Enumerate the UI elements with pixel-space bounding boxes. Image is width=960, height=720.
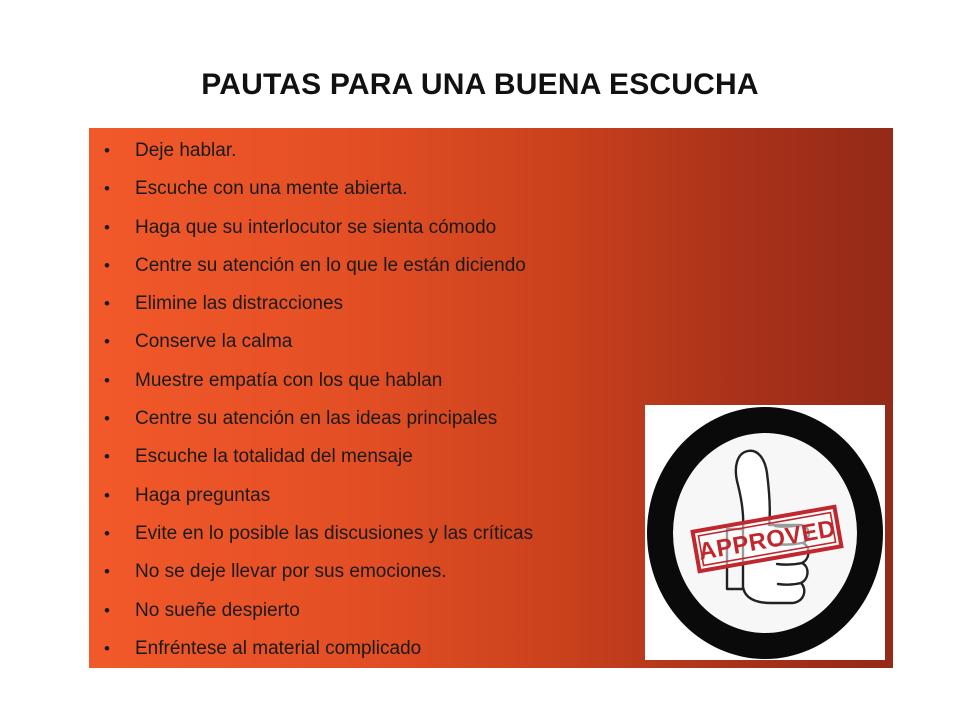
bullet: • xyxy=(104,409,110,429)
list-item xyxy=(104,522,533,560)
list-item xyxy=(104,637,533,675)
bullet: • xyxy=(104,523,110,543)
list-item-text: Evite en lo posible las discusiones y las críticas xyxy=(135,522,534,544)
list-item xyxy=(104,330,533,368)
bullet: • xyxy=(104,255,110,275)
list-item xyxy=(104,445,533,483)
list-item-text: Escuche con una mente abierta. xyxy=(135,178,408,200)
list-item xyxy=(104,177,533,215)
list-item xyxy=(104,599,533,637)
thumbs-up-approved-icon xyxy=(645,405,885,660)
list-item-text: Deje hablar. xyxy=(135,140,237,161)
bullet: • xyxy=(104,179,110,199)
bullet: • xyxy=(104,217,110,237)
list-item xyxy=(104,254,533,292)
bullet: • xyxy=(104,141,110,160)
bullet: • xyxy=(104,485,110,505)
list-item-text: Centre su atención en las ideas principales xyxy=(135,408,498,430)
list-item-text: Conserve la calma xyxy=(135,331,293,353)
list-item-text: Muestre empatía con los que hablan xyxy=(135,369,443,391)
bullet: • xyxy=(104,370,110,390)
list-item-text: Centre su atención en lo que le están diciendo xyxy=(135,254,526,276)
list-item xyxy=(104,560,533,598)
list-item xyxy=(104,369,533,407)
list-item xyxy=(104,139,533,177)
list-item xyxy=(104,292,533,330)
bullet: • xyxy=(104,447,110,467)
bullet: • xyxy=(104,638,110,658)
list-item xyxy=(104,407,533,445)
list-item-text: No sueñe despierto xyxy=(135,599,300,621)
list-item-text: Enfréntese al material complicado xyxy=(135,637,422,659)
approved-stamp-image xyxy=(645,405,885,660)
stamp-text: APPROVED xyxy=(696,515,838,566)
list-item-text: No se deje llevar por sus emociones. xyxy=(135,561,447,583)
bullet: • xyxy=(104,332,110,352)
bullet: • xyxy=(104,600,110,620)
list-item xyxy=(104,216,533,254)
guideline-list xyxy=(104,139,533,675)
list-item-text: Haga preguntas xyxy=(135,484,271,506)
bullet: • xyxy=(104,562,110,582)
list-item-text: Haga que su interlocutor se sienta cómodo xyxy=(135,216,497,238)
list-item-text: Escuche la totalidad del mensaje xyxy=(135,446,413,468)
bullet: • xyxy=(104,294,110,314)
list-item xyxy=(104,484,533,522)
list-item-text: Elimine las distracciones xyxy=(135,293,344,315)
slide-title: PAUTAS PARA UNA BUENA ESCUCHA xyxy=(201,68,759,101)
